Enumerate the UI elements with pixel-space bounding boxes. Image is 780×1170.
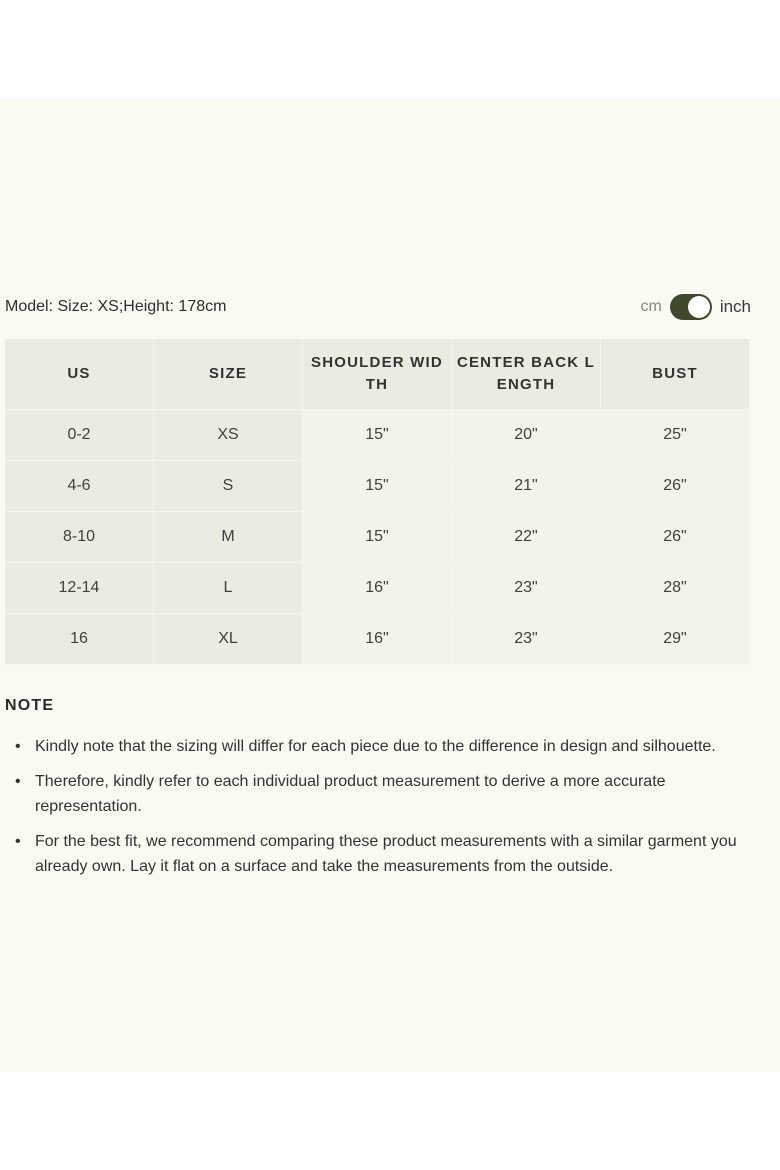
cell-bust: 26" [601,512,750,563]
cell-bust: 29" [601,614,750,665]
unit-cm-label[interactable]: cm [640,298,662,315]
switch-knob [688,296,710,318]
header-center-back-length: CENTER BACK LENGTH [452,339,601,410]
unit-switch[interactable] [670,294,712,320]
cell-size: XL [154,614,303,665]
cell-size: XS [154,410,303,461]
model-row [5,292,751,322]
bullet-icon: • [15,738,21,755]
cell-center-back-length: 23" [452,614,601,665]
cell-shoulder-width: 15" [303,461,452,512]
note-list [15,734,755,889]
cell-shoulder-width: 16" [303,614,452,665]
cell-us: 0-2 [5,410,154,461]
cell-us: 12-14 [5,563,154,614]
cell-bust: 26" [601,461,750,512]
note-item-text: Therefore, kindly refer to each individual product measurement to derive a more accurate representation. [35,773,666,815]
cell-center-back-length: 23" [452,563,601,614]
note-item-text: Kindly note that the sizing will differ for each piece due to the difference in design and silhouette. [35,738,716,755]
cell-center-back-length: 22" [452,512,601,563]
model-info: Model: Size: XS;Height: 178cm [5,298,227,315]
cell-size: L [154,563,303,614]
table-row [5,512,750,563]
header-us: US [5,339,154,410]
size-table [5,339,750,665]
cell-us: 16 [5,614,154,665]
note-item [15,829,755,879]
unit-toggle[interactable] [640,294,751,320]
table-row [5,461,750,512]
cell-center-back-length: 21" [452,461,601,512]
table-row [5,410,750,461]
note-title: NOTE [5,697,55,714]
cell-center-back-length: 20" [452,410,601,461]
note-item [15,769,755,819]
cell-shoulder-width: 16" [303,563,452,614]
cell-us: 8-10 [5,512,154,563]
note-item [15,734,755,759]
cell-size: M [154,512,303,563]
cell-shoulder-width: 15" [303,410,452,461]
table-header-row [5,339,750,410]
note-item-text: For the best fit, we recommend comparing these product measurements with a similar garment you already own. Lay it flat on a surface and take the measurements from the outside. [35,833,737,875]
header-bust: BUST [601,339,750,410]
cell-us: 4-6 [5,461,154,512]
table-row [5,563,750,614]
cell-bust: 25" [601,410,750,461]
bullet-icon: • [15,773,21,790]
unit-inch-label[interactable]: inch [719,297,751,316]
header-size: SIZE [154,339,303,410]
cell-shoulder-width: 15" [303,512,452,563]
cell-size: S [154,461,303,512]
cell-bust: 28" [601,563,750,614]
header-shoulder-width: SHOULDER WIDTH [303,339,452,410]
table-row [5,614,750,665]
bullet-icon: • [15,833,21,850]
